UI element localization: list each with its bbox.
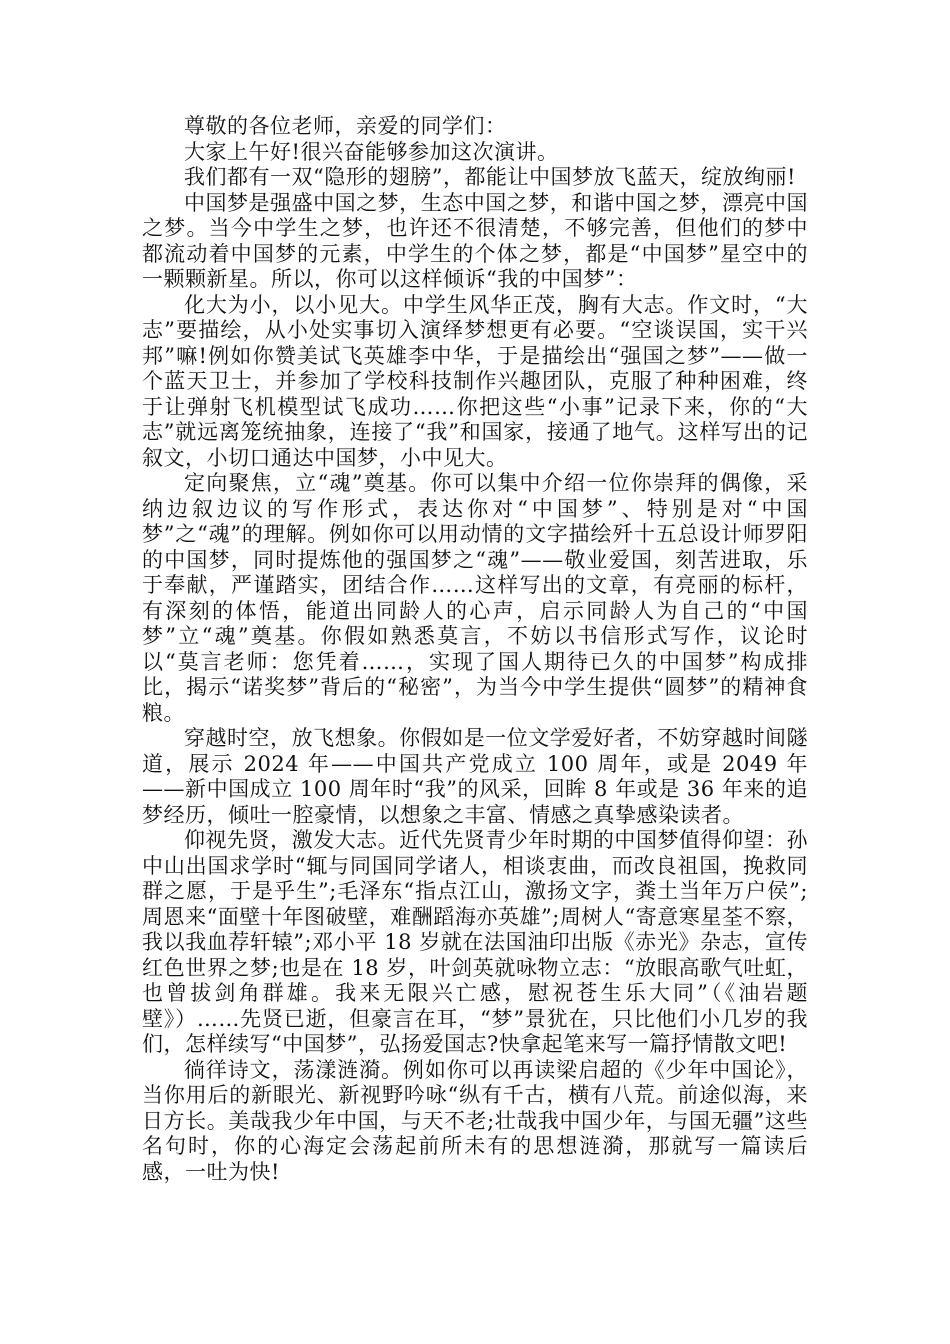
greeting-line: 尊敬的各位老师，亲爱的同学们： [184,114,507,138]
paragraph-time-travel: 穿越时空，放飞想象。你假如是一位文学爱好者，不妨穿越时间隧道，展示 2024 年——中国共产党成立 100 周年，或是 2049 年——新中国成立 100 周年时“我”的风采，回眸 8 年或是 36 年来的追梦经历，倾吐一腔豪情，以想象之丰富、情感之真挚感染读者。 [142,726,808,827]
paragraph-china-dream: 中国梦是强盛中国之梦，生态中国之梦，和谐中国之梦，漂亮中国之梦。当今中学生之梦，也许还不很清楚，不够完善，但他们的梦中都流动着中国梦的元素，中学生的个体之梦，都是“中国梦”星空中的一颗颗新星。所以，你可以这样倾诉“我的中国梦”： [142,190,808,291]
paragraph-small-to-big: 化大为小，以小见大。中学生风华正茂，胸有大志。作文时，“大志”要描绘，从小处实事切入演绎梦想更有必要。“空谈误国，实干兴邦”嘛!例如你赞美试飞英雄李中华，于是描绘出“强国之梦”——做一个蓝天卫士，并参加了学校科技制作兴趣团队，克服了种种困难，终于让弹射飞机模型试飞成功……你把这些“小事”记录下来，你的“大志”就远离笼统抽象，连接了“我”和国家，接通了地气。这样写出的记叙文，小切口通达中国梦，小中见大。 [142,292,808,470]
paragraph-focus-soul: 定向聚焦，立“魂”奠基。你可以集中介绍一位你崇拜的偶像，采纳边叙边议的写作形式，表达你对“中国梦”、特别是对“中国梦”之“魂”的理解。例如你可以用动情的文字描绘歼十五总设计师罗阳的中国梦，同时提炼他的强国梦之“魂”——敬业爱国，刻苦进取，乐于奉献，严谨踏实，团结合作……这样写出的文章，有亮丽的标杆，有深刻的体悟，能道出同龄人的心声，启示同龄人为自己的“中国梦”立“魂”奠基。你假如熟悉莫言，不妨以书信形式写作，议论时以“莫言老师：您凭着……，实现了国人期待已久的中国梦”构成排比，揭示“诺奖梦”背后的“秘密”，为当今中学生提供“圆梦”的精神食粮。 [142,471,808,725]
paragraph-wings: 我们都有一双“隐形的翅膀”，都能让中国梦放飞蓝天，绽放绚丽! [184,165,796,189]
opening-line: 大家上午好!很兴奋能够参加这次演讲。 [184,139,559,164]
paragraph-sages: 仰视先贤，激发大志。近代先贤青少年时期的中国梦值得仰望：孙中山出国求学时“辄与同国同学诸人，相谈衷曲，而改良祖国，挽救同群之愿，于是乎生”;毛泽东“指点江山，激扬文字，粪土当年万户侯”;周恩来“面壁十年图破壁，难酬蹈海亦英雄”;周树人“寄意寒星荃不察，我以我血荐轩辕”;邓小平 18 岁就在法国油印出版《赤光》杂志，宣传红色世界之梦;也是在 18 岁，叶剑英就咏物立志：“放眼高歌气吐虹，也曾拔剑角群雄。我来无限兴亡感，慰祝苍生乐大同”（《油岩题壁》）……先贤已逝，但豪言在耳，“梦”景犹在，只比他们小几岁的我们，怎样续写“中国梦”，弘扬爱国志?快拿起笔来写一篇抒情散文吧! [142,828,808,1056]
paragraph-poetry: 徜徉诗文，荡漾涟漪。例如你可以再读梁启超的《少年中国论》，当你用后的新眼光、新视野吟咏“纵有千古，横有八荒。前途似海，来日方长。美哉我少年中国，与天不老;壮哉我中国少年，与国无疆”这些名句时，你的心海定会荡起前所未有的思想涟漪，那就写一篇读后感，一吐为快! [142,1057,808,1184]
document-body [142,114,808,1185]
